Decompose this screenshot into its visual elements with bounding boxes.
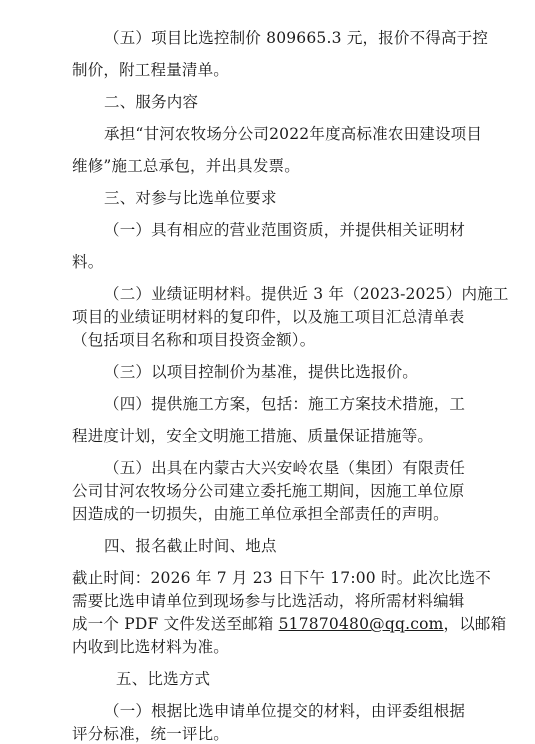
text-line: 需要比选申请单位到现场参与比选活动，将所需材料编辑	[72, 592, 465, 610]
text-line: （一）根据比选申请单位提交的材料，由评委组根据	[104, 702, 466, 720]
email-link[interactable]: 517870480@qq.com	[278, 615, 444, 633]
section-heading: 四、报名截止时间、地点	[104, 537, 277, 555]
text-line: （四）提供施工方案，包括：施工方案技术措施，工	[104, 395, 466, 413]
text-line: 内收到比选材料为准。	[72, 638, 230, 656]
text-line: 截止时间：2026 年 7 月 23 日下午 17:00 时。此次比选不	[72, 569, 491, 587]
text-line: 维修”施工总承包，并出具发票。	[72, 157, 300, 175]
text-line: （五）出具在内蒙古大兴安岭农垦（集团）有限责任	[104, 459, 466, 477]
text-line: 制价，附工程量清单。	[72, 61, 230, 79]
text-line: 项目的业绩证明材料的复印件，以及施工项目汇总清单表	[72, 308, 465, 326]
text-line: （二）业绩证明材料。提供近 3 年（2023-2025）内施工	[104, 285, 509, 303]
section-heading: 二、服务内容	[104, 93, 199, 111]
text-line: 评分标准，统一评比。	[72, 725, 230, 743]
text-line: 因造成的一切损失，由施工单位承担全部责任的声明。	[72, 505, 449, 523]
section-heading: 三、对参与比选单位要求	[104, 189, 277, 207]
text-line: （一）具有相应的营业范围资质，并提供相关证明材	[104, 221, 466, 239]
text-line: 公司甘河农牧场分公司建立委托施工期间，因施工单位原	[72, 482, 465, 500]
text-segment: 成一个 PDF 文件发送至邮箱	[72, 615, 279, 633]
text-line: 料。	[72, 253, 104, 271]
text-line: 承担“甘河农牧场分公司2022年度高标准农田建设项目	[104, 125, 483, 143]
text-line: （五）项目比选控制价 809665.3 元，报价不得高于控	[104, 29, 489, 47]
text-line: （三）以项目控制价为基准，提供比选报价。	[104, 363, 419, 381]
section-heading: 五、比选方式	[116, 670, 211, 688]
text-line: 程进度计划，安全文明施工措施、质量保证措施等。	[72, 427, 434, 445]
text-segment: ，以邮箱	[443, 615, 507, 633]
text-line: （包括项目名称和项目投资金额）。	[72, 331, 316, 349]
text-line	[72, 614, 512, 634]
